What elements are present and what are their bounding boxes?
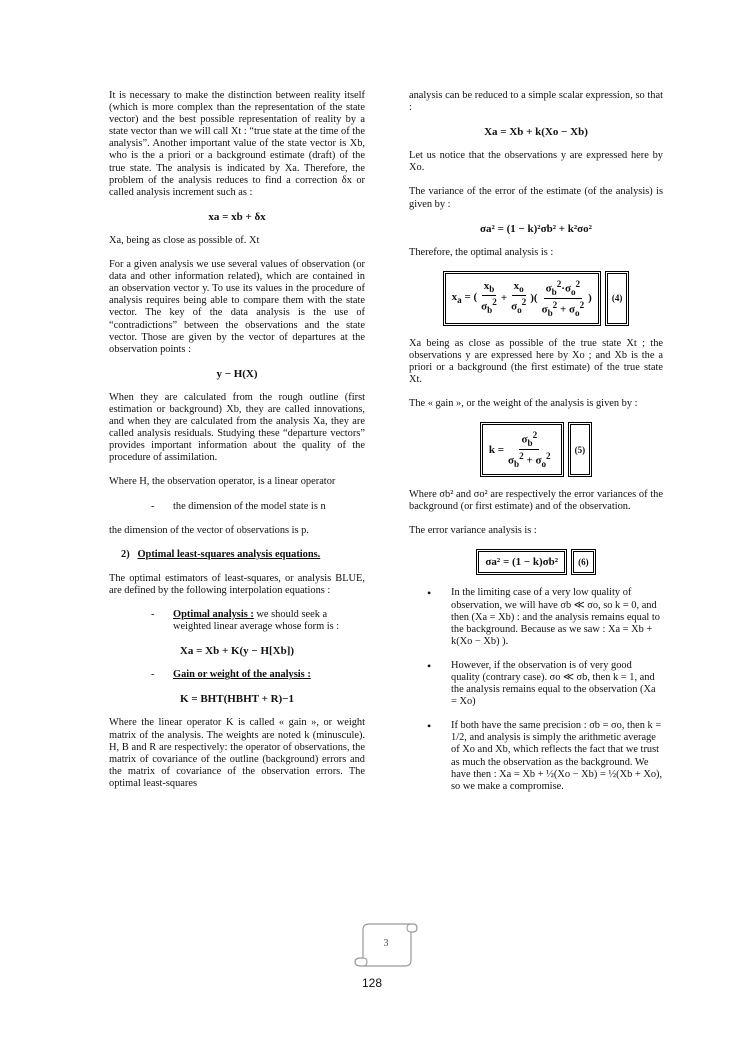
right-paragraph-8: The error variance analysis is : <box>409 525 537 537</box>
equation-departure: y − H(X) <box>216 367 258 380</box>
gain-formula: k = $\frac{\sigma_b^2}{\sigma_b^2 + \sigma_o^2}$ <box>480 422 564 477</box>
equation-number-6: (6) <box>571 549 596 575</box>
scroll-page-ornament <box>353 922 419 968</box>
equation-variance: σa² = (1 − k)²σb² + k²σo² <box>480 222 592 235</box>
equation-number-4: (4) <box>605 271 630 326</box>
left-paragraph-5: Where H, the observation operator, is a linear operator <box>109 476 336 488</box>
section-title: Optimal least-squares analysis equations. <box>137 548 321 560</box>
equation-box-6 <box>409 549 663 575</box>
equation-increment: xa = xb + δx <box>208 210 266 223</box>
page-number: 128 <box>361 976 383 990</box>
dash-item-optimal-analysis <box>109 609 365 633</box>
right-column <box>409 90 663 805</box>
right-paragraph-7: Where σb² and σo² are respectively the error variances of the background (or first estimate) and of the observation. <box>409 489 663 513</box>
right-paragraph-4: Therefore, the optimal analysis is : <box>409 246 554 258</box>
optimal-analysis-title: Optimal analysis : <box>173 609 254 620</box>
dash-item-gain <box>109 669 365 681</box>
right-paragraph-1: analysis can be reduced to a simple scalar expression, so that : <box>409 90 663 114</box>
right-paragraph-6: The « gain », or the weight of the analysis is given by : <box>409 398 638 410</box>
dash-item-model-dimension: - the dimension of the model state is n <box>109 501 365 513</box>
right-paragraph-3: The variance of the error of the estimate (of the analysis) is given by : <box>409 186 663 210</box>
list-item-good-quality: • However, if the observation is of very good quality (contrary case). σo ≪ σb, then k = 1, and the analysis remains equal to the observation (Xa = Xo) <box>409 660 663 708</box>
left-paragraph-6: the dimension of the vector of observations is p. <box>109 524 309 536</box>
left-paragraph-4: When they are calculated from the rough outline (first estimation or background) Xb, they are called innovations, and when they are calculated from the analysis Xa, they are called analysis residuals. Studying these “departure vectors” provides important information about the quality of the procedure of assimilation. <box>109 391 365 464</box>
list-item-same-precision: • If both have the same precision : σb = σo, then k = 1/2, and analysis is simply the arithmetic average of Xo and Xb, which reflects the fact that we trust as much the observation as the background. We have then : Xa = Xb + ½(Xo − Xb) = ½(Xb + Xo), so we make a compromise. <box>409 720 663 793</box>
equation-number-5: (5) <box>568 422 593 477</box>
optimal-analysis-formula: $x_a$ = ( $\frac{x_b}{\sigma_b^2}$ + $\frac{x_o}{\sigma_o^2}$ )( $\frac{\sigma_b^2\cdot\sigma_o^2}{\sigma_b^2 + \sigma_o^2}$ ) <box>443 271 601 326</box>
gain-title: Gain or weight of the analysis : <box>173 669 311 681</box>
equation-box-4 <box>409 271 663 326</box>
left-paragraph-1: It is necessary to make the distinction between reality itself (which is more complex than the representation of the state vector) and the best possible representation of reality by a state vector than we will call Xt : “true state at the time of the analysis”. Another important value of the state vector is Xb, who is the a priori or a background estimate (draft) of the true state. The analysis is indicated by Xa. Therefore, the problem of the analysis reduces to find a correction δx or called analysis increment such as : <box>109 90 365 198</box>
left-paragraph-2: Xa, being as close as possible of. Xt <box>109 234 260 246</box>
right-paragraph-2: Let us notice that the observations y are expressed here by Xo. <box>409 150 663 174</box>
left-column <box>109 90 365 802</box>
equation-analysis: Xa = Xb + K(y − H[Xb]) <box>179 645 295 658</box>
section-heading <box>109 549 365 561</box>
scroll-number: 3 <box>383 938 389 949</box>
section-number: 2) <box>121 548 130 560</box>
optimal-analysis-text: we should seek a weighted linear average whose form is : <box>173 609 340 633</box>
error-variance-formula: σa² = (1 − k)σb² <box>476 549 567 575</box>
right-paragraph-5: Xa being as close as possible of the true state Xt ; the observations y are expressed here by Xo ; and Xb is the a priori or a background (the first estimate) of the true state Xt. <box>409 337 663 385</box>
left-paragraph-7: The optimal estimators of least-squares, or analysis BLUE, are defined by the following interpolation equations : <box>109 572 365 596</box>
list-item-low-quality: • In the limiting case of a very low quality of observation, we will have σb ≪ σo, so k = 0, and then (Xa = Xb) : and the analysis remains equal to the background. Because as we saw : Xa = Xb + k(Xo − Xb) ). <box>409 587 663 647</box>
left-paragraph-8: Where the linear operator K is called « gain », or weight matrix of the analysis. The weights are noted k (minuscule). H, B and R are respectively: the operator of observations, the matrix of covariance of the outline (background) errors and the matrix of covariance of the observation errors. The optimal least-squares <box>109 717 365 789</box>
cases-list <box>409 587 663 792</box>
equation-box-5 <box>409 422 663 477</box>
equation-scalar: Xa = Xb + k(Xo − Xb) <box>484 126 588 139</box>
equation-gain-matrix: K = BHT(HBHT + R)−1 <box>180 693 294 706</box>
left-paragraph-3: For a given analysis we use several values of observation (or data and other information related), which are contained in an observation vector y. To use its values in the procedure of analysis requires being able to compare them with the state vector. The key of the data analysis is the use of “contradictions” between the observations and the state vector. Those are given by the vector of departures at the observation points : <box>109 259 365 355</box>
